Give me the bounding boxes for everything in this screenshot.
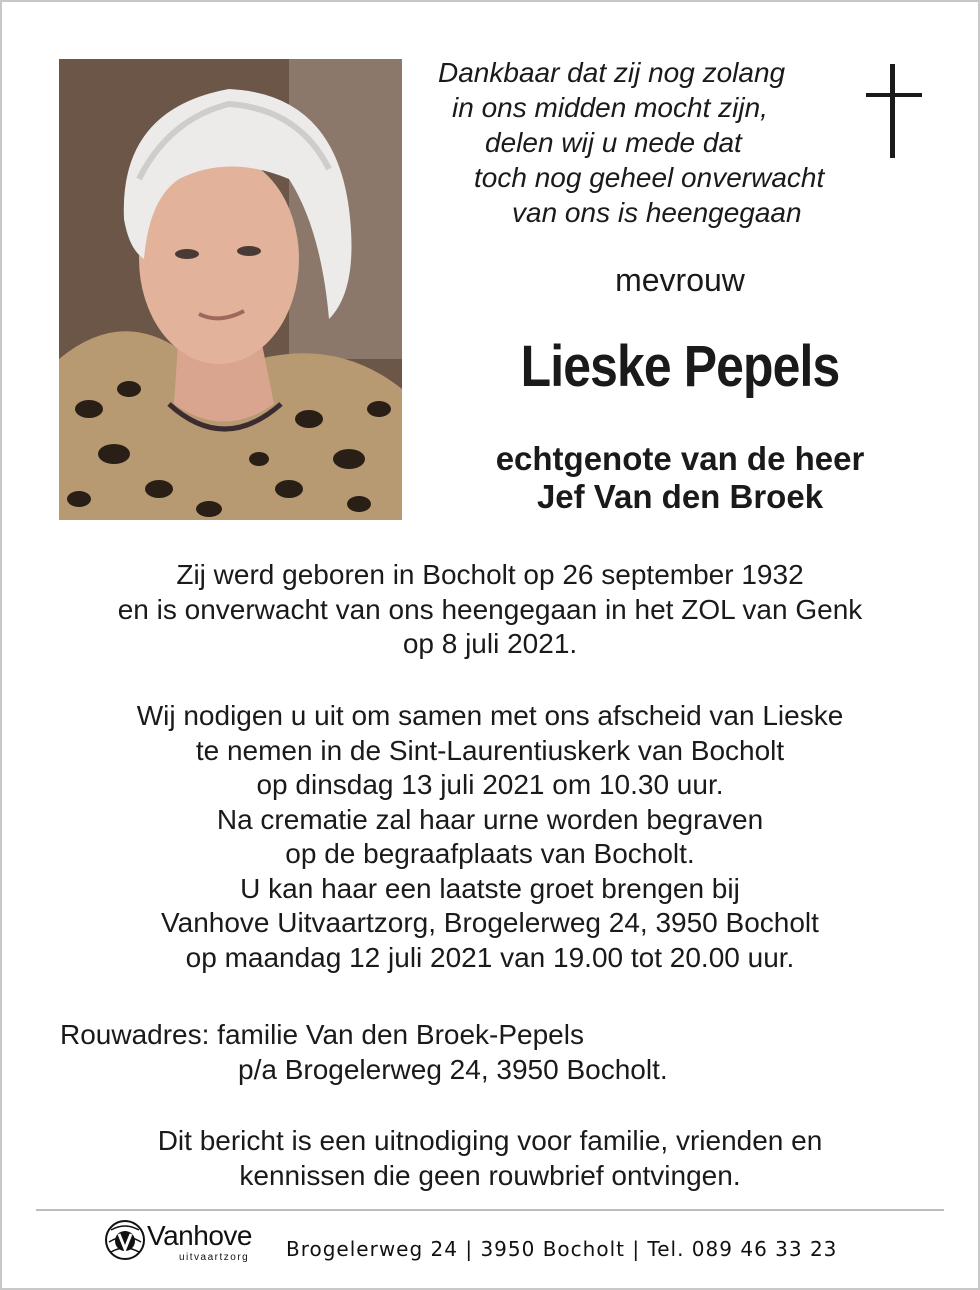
- text-line: Vanhove Uitvaartzorg, Brogelerweg 24, 3950 Bocholt: [161, 907, 819, 938]
- text-line: te nemen in de Sint-Laurentiuskerk van Bocholt: [195, 734, 785, 766]
- footer-address: Brogelerweg 24 | 3950 Bocholt | Tel. 089 46 33 23: [286, 1237, 838, 1261]
- brand-name: Vanhove: [147, 1220, 252, 1251]
- poem-line: van ons is heengegaan: [512, 197, 802, 228]
- portrait-illustration: [59, 59, 402, 520]
- text-line: op dinsdag 13 juli 2021 om 10.30 uur.: [256, 769, 724, 800]
- poem-line: in ons midden mocht zijn,: [452, 92, 768, 123]
- text-line: Zij werd geboren in Bocholt op 26 september 1932: [176, 559, 804, 590]
- poem-line: delen wij u mede dat: [485, 127, 742, 158]
- mourning-address: [60, 1017, 668, 1087]
- text-line: U kan haar een laatste groet brengen bij: [240, 872, 740, 904]
- vanhove-logo: [103, 1218, 273, 1268]
- poem-line: Dankbaar dat zij nog zolang: [438, 57, 786, 88]
- birth-death-paragraph: [0, 558, 980, 662]
- deceased-name: Lieske Pepels: [520, 334, 840, 399]
- text-line: op de begraafplaats van Bocholt.: [285, 838, 695, 869]
- footer-divider: [36, 1209, 944, 1211]
- cross-icon: [866, 64, 922, 160]
- vanhove-emblem-icon: [103, 1218, 147, 1262]
- spouse-line: Jef Van den Broek: [536, 478, 824, 515]
- invitation-note: [0, 1124, 980, 1193]
- ceremony-paragraph: [0, 699, 980, 975]
- text-line: kennissen die geen rouwbrief ontvingen.: [239, 1159, 741, 1191]
- text-line: en is onverwacht van ons heengegaan in het ZOL van Genk: [117, 593, 863, 625]
- text-line: Wij nodigen u uit om samen met ons afscheid van Lieske: [136, 700, 844, 731]
- text-line: Na crematie zal haar urne worden begraven: [216, 803, 764, 835]
- memorial-poem: [420, 55, 880, 230]
- text-line: Dit bericht is een uitnodiging voor familie, vrienden en: [157, 1125, 823, 1156]
- poem-line: toch nog geheel onverwacht: [474, 162, 825, 193]
- text-line: op maandag 12 juli 2021 van 19.00 tot 20.00 uur.: [185, 941, 795, 973]
- honorific: mevrouw: [615, 262, 745, 298]
- text-line: op 8 juli 2021.: [402, 628, 578, 659]
- spouse-line: echtgenote van de heer: [495, 440, 865, 477]
- text-line: p/a Brogelerweg 24, 3950 Bocholt.: [238, 1054, 668, 1085]
- brand-subtitle: uitvaartzorg: [179, 1252, 250, 1263]
- text-line: Rouwadres: familie Van den Broek-Pepels: [60, 1019, 584, 1050]
- spouse-info: [420, 440, 940, 516]
- portrait-photo: [59, 59, 402, 520]
